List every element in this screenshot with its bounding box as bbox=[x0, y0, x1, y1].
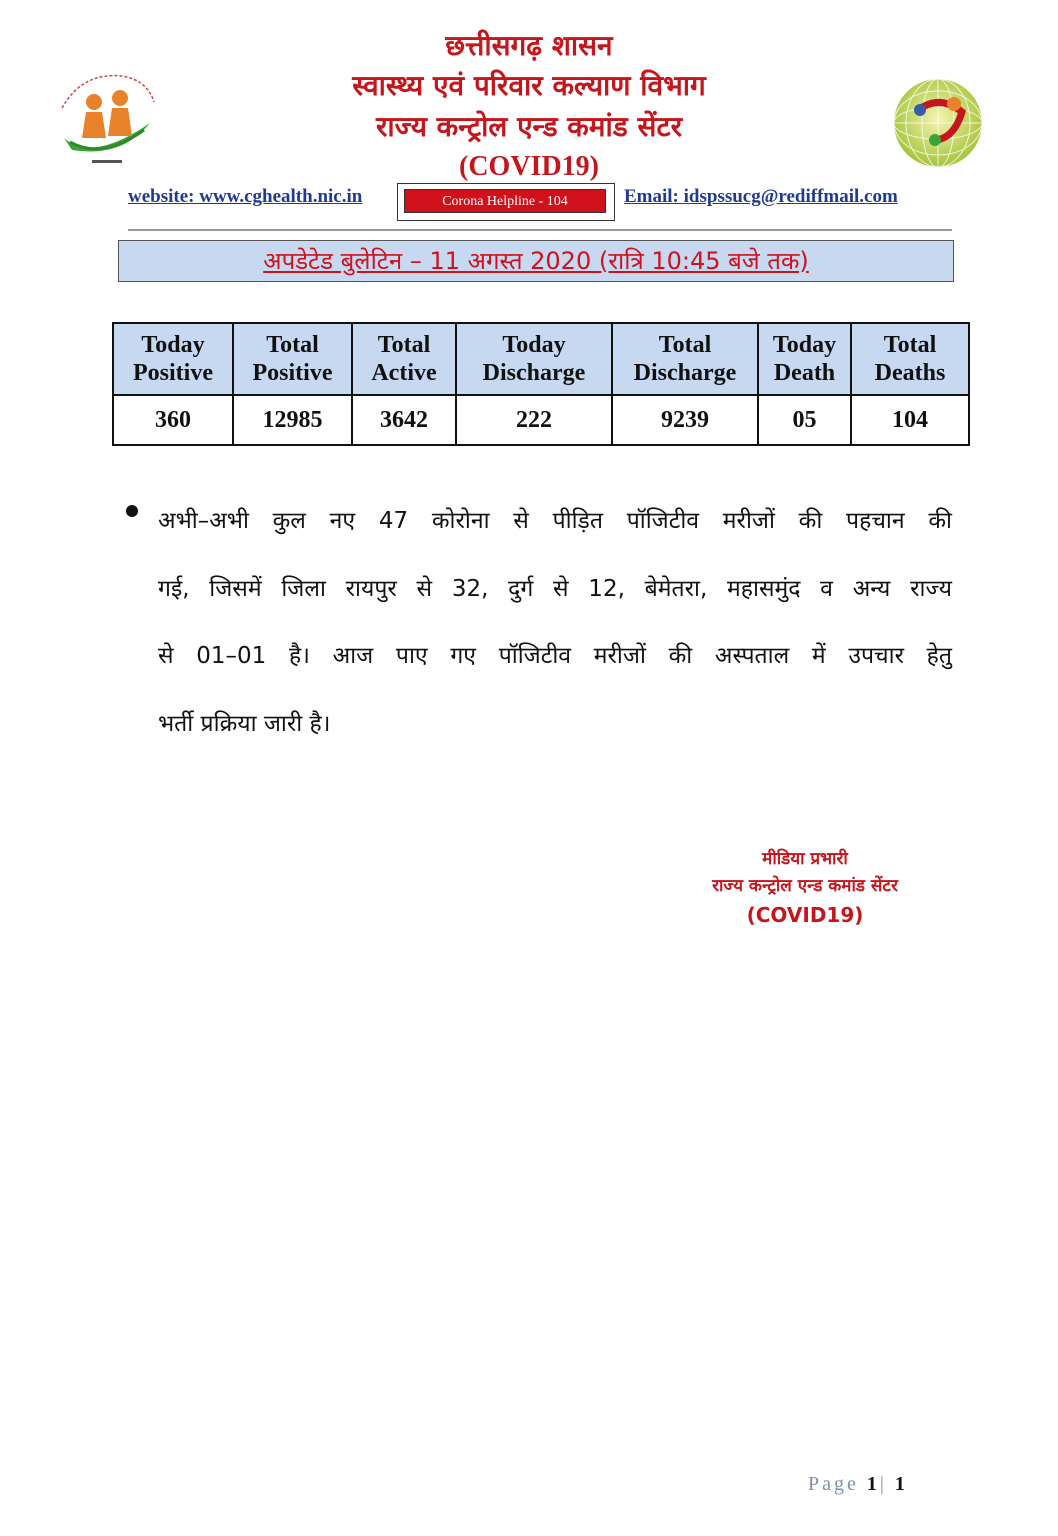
bulletin-paragraph bbox=[158, 488, 952, 758]
signature-role: मीडिया प्रभारी bbox=[762, 849, 848, 869]
signature-block bbox=[650, 846, 960, 930]
today-death-value: 05 bbox=[758, 395, 851, 445]
header-divider bbox=[128, 229, 952, 231]
paragraph-line: गई, जिसमें जिला रायपुर से 32, दुर्ग से 12, बेमेतरा, महासमुंद व अन्य राज्य bbox=[158, 575, 952, 602]
signature-office: राज्य कन्ट्रोल एन्ड कमांड सेंटर bbox=[712, 876, 898, 896]
government-title: छत्तीसगढ़ शासन bbox=[445, 29, 613, 62]
table-header-row bbox=[113, 323, 969, 395]
total-deaths-value: 104 bbox=[851, 395, 969, 445]
page-label: Page bbox=[808, 1473, 859, 1495]
total-positive-value: 12985 bbox=[233, 395, 352, 445]
table-header-cell: Total Deaths bbox=[851, 323, 969, 395]
table-row bbox=[113, 395, 969, 445]
command-center-title: राज्य कन्ट्रोल एन्ड कमांड सेंटर bbox=[375, 110, 683, 143]
paragraph-line: भर्ती प्रक्रिया जारी है। bbox=[158, 710, 331, 737]
website-link[interactable]: website: www.cghealth.nic.in bbox=[128, 186, 363, 207]
table-header-cell: Today Discharge bbox=[456, 323, 612, 395]
paragraph-line: अभी–अभी कुल नए 47 कोरोना से पीड़ित पॉजिटीव मरीजों की पहचान की bbox=[158, 508, 952, 534]
covid-stats-table bbox=[112, 322, 970, 446]
signature-covid: (COVID19) bbox=[746, 903, 864, 927]
document-header bbox=[0, 26, 1058, 186]
table-header-cell: Total Active bbox=[352, 323, 456, 395]
paragraph-line: से 01–01 है। आज पाए गए पॉजिटीव मरीजों की अस्पताल में उपचार हेतु bbox=[158, 643, 952, 669]
table-header-cell: Today Death bbox=[758, 323, 851, 395]
table-header-cell: Today Positive bbox=[113, 323, 233, 395]
page-total: 1 bbox=[894, 1473, 908, 1495]
helpline-box bbox=[397, 183, 615, 221]
total-discharge-value: 9239 bbox=[612, 395, 758, 445]
today-discharge-value: 222 bbox=[456, 395, 612, 445]
department-title: स्वास्थ्य एवं परिवार कल्याण विभाग bbox=[352, 69, 706, 102]
page-current: 1 bbox=[866, 1473, 880, 1495]
today-positive-value: 360 bbox=[113, 395, 233, 445]
email-link[interactable]: Email: idspssucg@rediffmail.com bbox=[624, 186, 898, 207]
total-active-value: 3642 bbox=[352, 395, 456, 445]
covid-title: (COVID19) bbox=[459, 151, 599, 182]
helpline-label: Corona Helpline - 104 bbox=[404, 189, 606, 213]
table-header-cell: Total Discharge bbox=[612, 323, 758, 395]
bullet-icon bbox=[126, 505, 138, 517]
page-number: Page 1| 1 bbox=[808, 1473, 908, 1495]
bulletin-banner bbox=[118, 240, 954, 282]
table-header-cell: Total Positive bbox=[233, 323, 352, 395]
bulletin-title: अपडेटेड बुलेटिन – 11 अगस्त 2020 (रात्रि 10:45 बजे तक) bbox=[263, 247, 809, 275]
